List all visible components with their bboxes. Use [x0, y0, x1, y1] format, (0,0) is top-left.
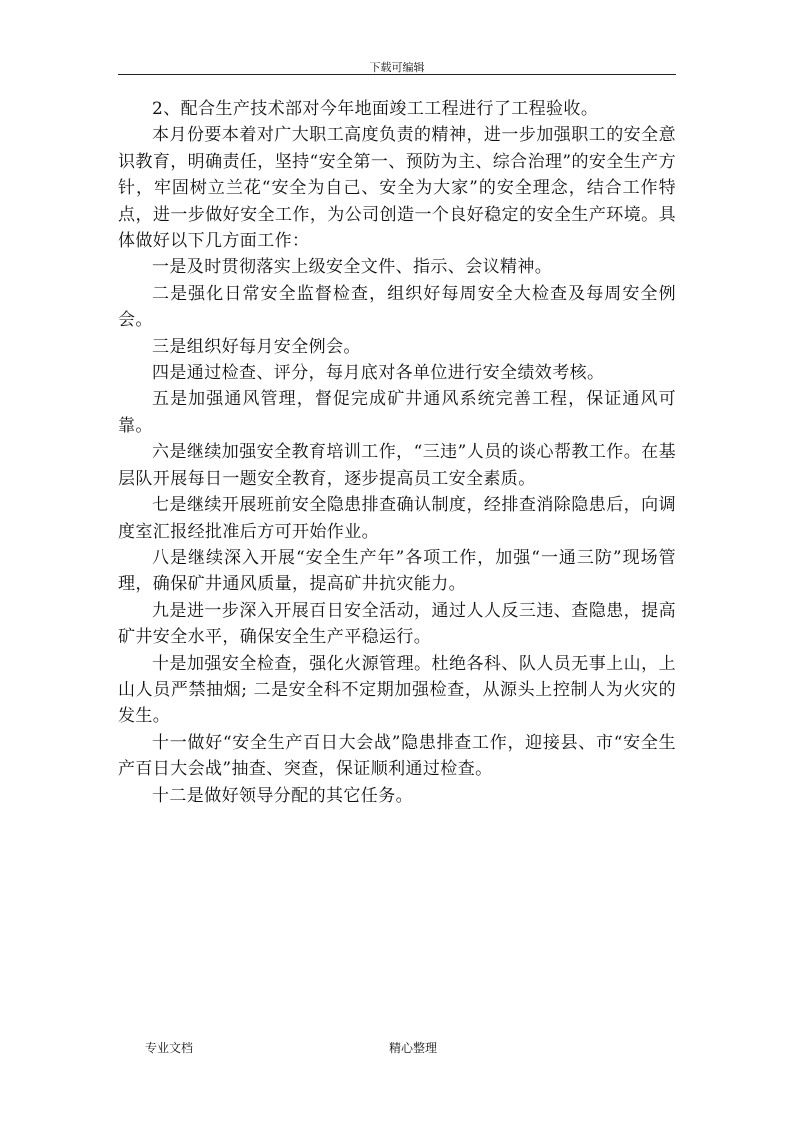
footer-left-label: 专业文档 — [145, 1041, 194, 1055]
paragraph-item-4: 四是通过检查、评分，每月底对各单位进行安全绩效考核。 — [152, 363, 605, 384]
paragraph-intro: 本月份要本着对广大职工高度负责的精神，进一步加强职工的安全意识教育，明确责任，坚持“安全第一、预防为主、综合治理”的安全生产方针，牢固树立兰花“安全为自己、安全为大家”的安全理念，结合工作特点，进一步做好安全工作，为公司创造一个良好稳定的安全生产环境。具体做好以下几方面工作： — [118, 125, 676, 252]
paragraph-item-12: 十二是做好领导分配的其它任务。 — [152, 785, 413, 806]
paragraph-item-5: 五是加强通风管理，督促完成矿井通风系统完善工程，保证通风可靠。 — [118, 389, 676, 436]
paragraph-item-11: 十一做好“安全生产百日大会战”隐患排查工作，迎接县、市“安全生产百日大会战”抽查、突查，保证顺利通过检查。 — [118, 732, 676, 780]
paragraph-item-3: 三是组织好每月安全例会。 — [152, 336, 361, 357]
paragraph-acceptance: 2、配合生产技术部对今年地面竣工工程进行了工程验收。 — [152, 99, 599, 119]
paragraph-item-6: 六是继续加强安全教育培训工作，“三违”人员的谈心帮教工作。在基层队开展每日一题安全教育，逐步提高员工安全素质。 — [118, 442, 676, 489]
paragraph-item-7: 七是继续开展班前安全隐患排查确认制度，经排查消除隐患后，向调度室汇报经批准后方可开始作业。 — [118, 495, 676, 542]
paragraph-item-8: 八是继续深入开展“安全生产年”各项工作，加强“一通三防”现场管理，确保矿井通风质量，提高矿井抗灾能力。 — [118, 547, 676, 595]
paragraph-item-10: 十是加强安全检查，强化火源管理。杜绝各科、队人员无事上山，上山人员严禁抽烟; 二是安全科不定期加强检查，从源头上控制人为火灾的发生。 — [118, 653, 676, 727]
page-header — [118, 56, 676, 75]
footer-center-label: 精心整理 — [389, 1041, 438, 1055]
header-text: 下载可编辑 — [369, 61, 425, 74]
paragraph-item-2: 二是强化日常安全监督检查，组织好每周安全大检查及每周安全例会。 — [118, 283, 676, 331]
paragraph-item-1: 一是及时贯彻落实上级安全文件、指示、会议精神。 — [152, 257, 553, 278]
paragraph-item-9: 九是进一步深入开展百日安全活动，通过人人反三违、查隐患，提高矿井安全水平，确保安全生产平稳运行。 — [118, 600, 676, 648]
document-body — [118, 96, 676, 809]
